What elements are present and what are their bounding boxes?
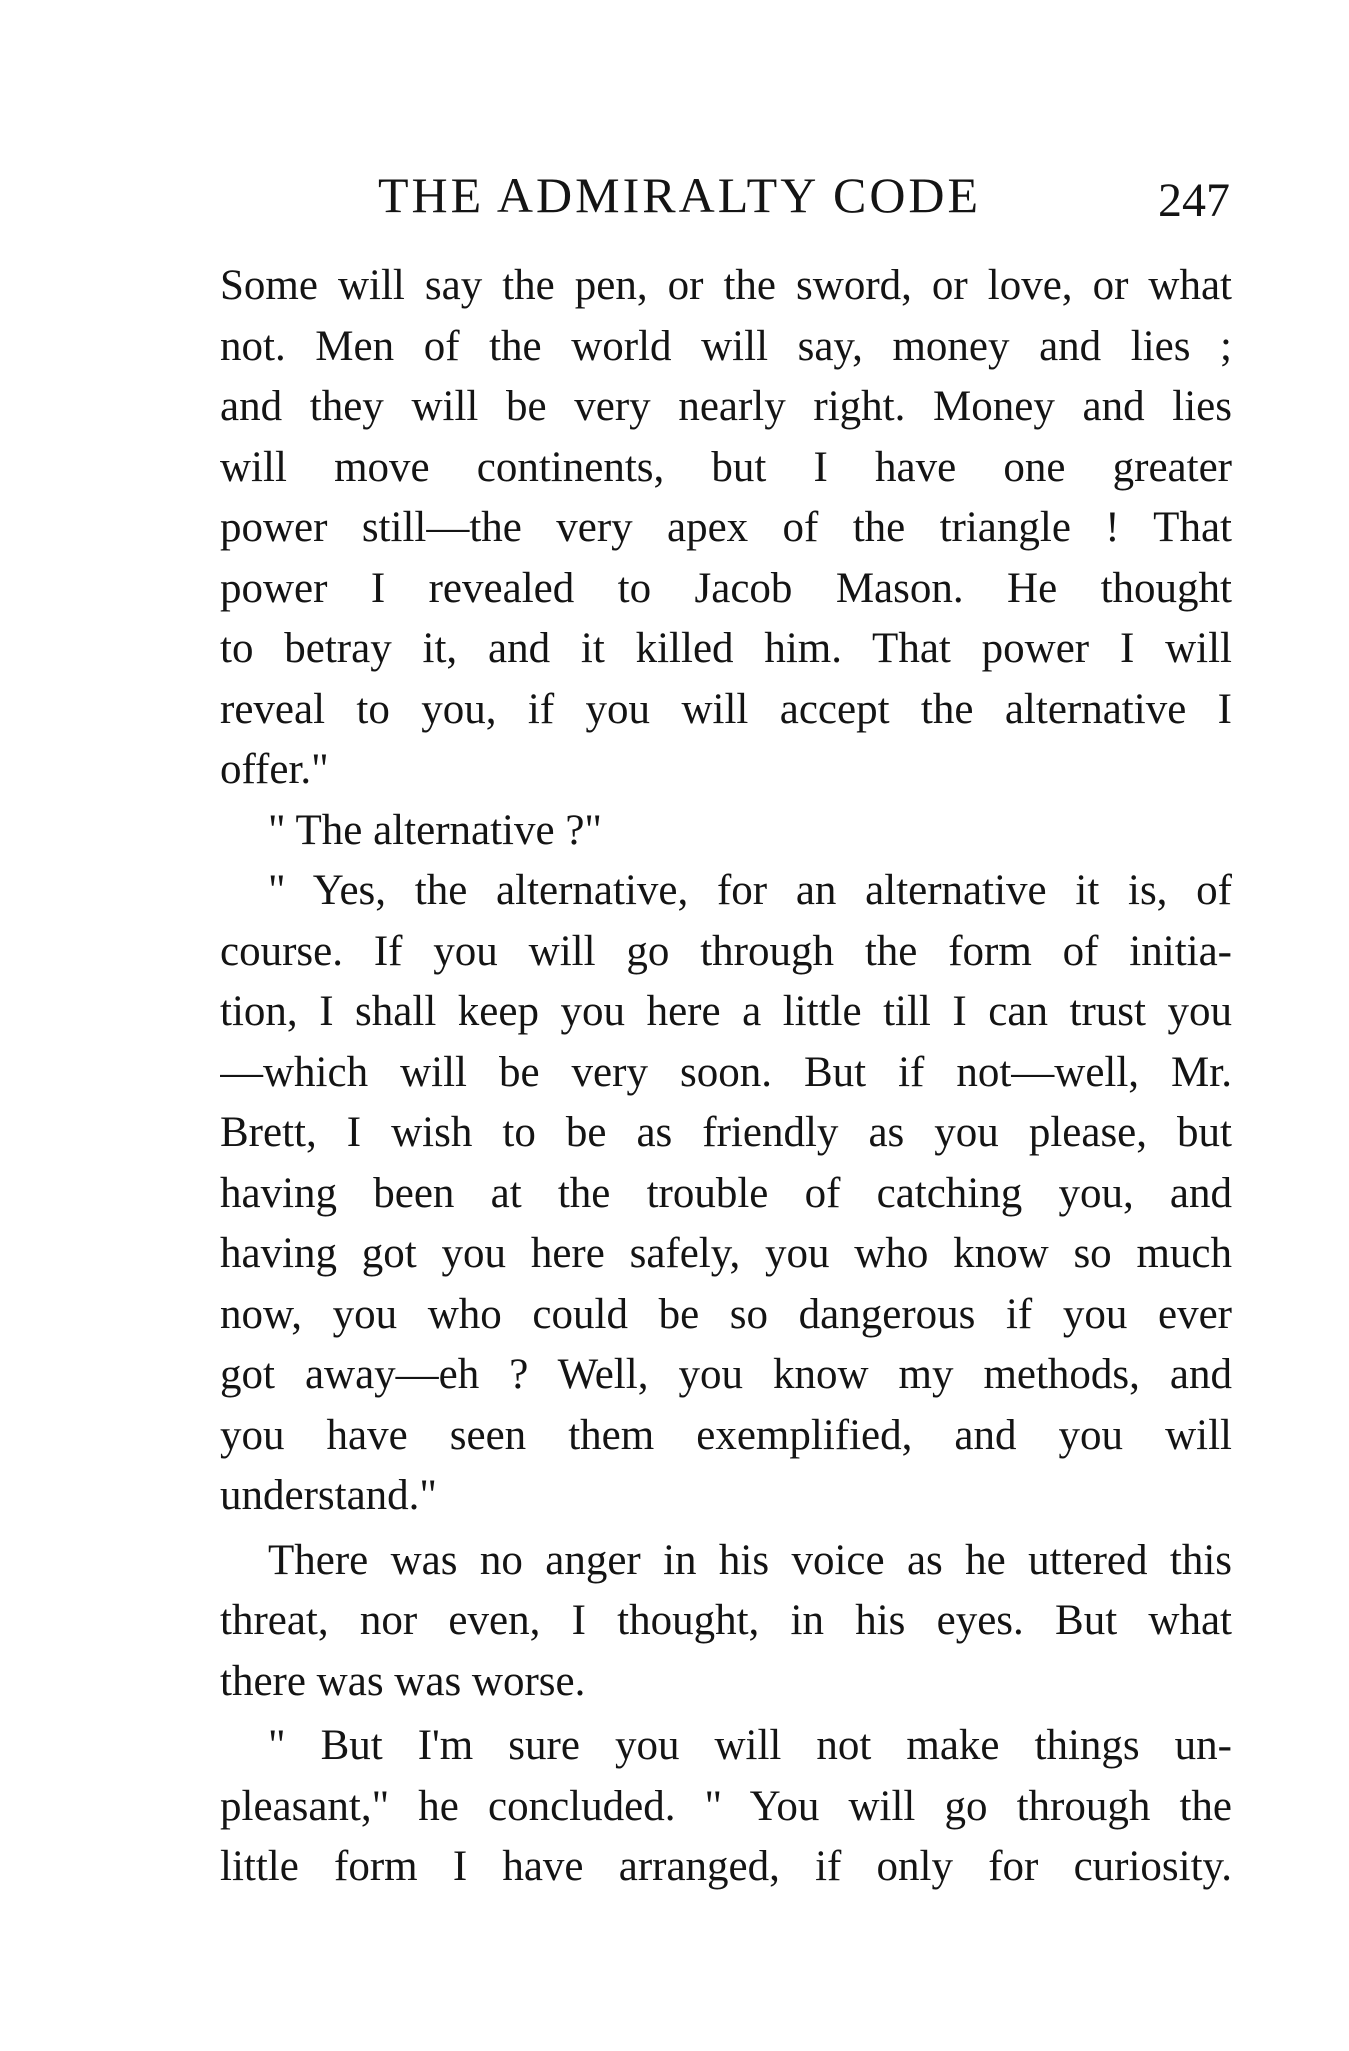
text-line: threat, nor even, I thought, in his eyes. But what <box>220 1597 1232 1644</box>
text-line: Some will say the pen, or the sword, or love, or what <box>220 262 1232 309</box>
text-line: course. If you will go through the form of initia- <box>220 927 1232 975</box>
page-header <box>378 160 1258 230</box>
text-line: " Yes, the alternative, for an alternative it is, of <box>268 867 1232 914</box>
text-line: to betray it, and it killed him. That power I will <box>220 625 1232 672</box>
paragraph <box>220 1716 1232 1898</box>
text-line: power still—the very apex of the triangle ! That <box>220 504 1232 551</box>
text-line: tion, I shall keep you here a little till I can trust you <box>220 988 1232 1035</box>
text-line: reveal to you, if you will accept the alternative I <box>220 685 1232 733</box>
text-line: There was no anger in his voice as he uttered this <box>268 1536 1232 1584</box>
text-line: will move continents, but I have one greater <box>220 443 1232 491</box>
text-line: Brett, I wish to be as friendly as you please, but <box>220 1109 1232 1156</box>
paragraph <box>220 1531 1232 1713</box>
text-line: understand." <box>220 1472 437 1519</box>
text-line: now, you who could be so dangerous if you ever <box>220 1290 1232 1338</box>
body-text <box>220 256 1232 1898</box>
paragraph <box>220 801 1232 862</box>
paragraph <box>220 861 1232 1527</box>
text-line: little form I have arranged, if only for curiosity. <box>220 1843 1232 1890</box>
text-line: " The alternative ?" <box>268 806 602 854</box>
text-line: having been at the trouble of catching you, and <box>220 1169 1232 1217</box>
running-title: THE ADMIRALTY CODE <box>378 167 982 223</box>
text-line: power I revealed to Jacob Mason. He thought <box>220 564 1232 612</box>
text-line: having got you here safely, you who know so much <box>220 1230 1232 1277</box>
text-line: not. Men of the world will say, money and lies ; <box>220 322 1232 370</box>
text-line: " But I'm sure you will not make things un- <box>268 1722 1232 1769</box>
text-line: offer." <box>220 746 329 793</box>
text-line: and they will be very nearly right. Money and lies <box>220 383 1232 430</box>
paragraph <box>220 256 1232 801</box>
text-line: you have seen them exemplified, and you will <box>220 1411 1232 1459</box>
text-line: pleasant," he concluded. " You will go through the <box>220 1782 1232 1830</box>
text-line: there was was worse. <box>220 1657 586 1705</box>
text-line: got away—eh ? Well, you know my methods, and <box>220 1351 1232 1398</box>
text-line: —which will be very soon. But if not—well, Mr. <box>220 1048 1232 1096</box>
page-number: 247 <box>1158 174 1230 227</box>
